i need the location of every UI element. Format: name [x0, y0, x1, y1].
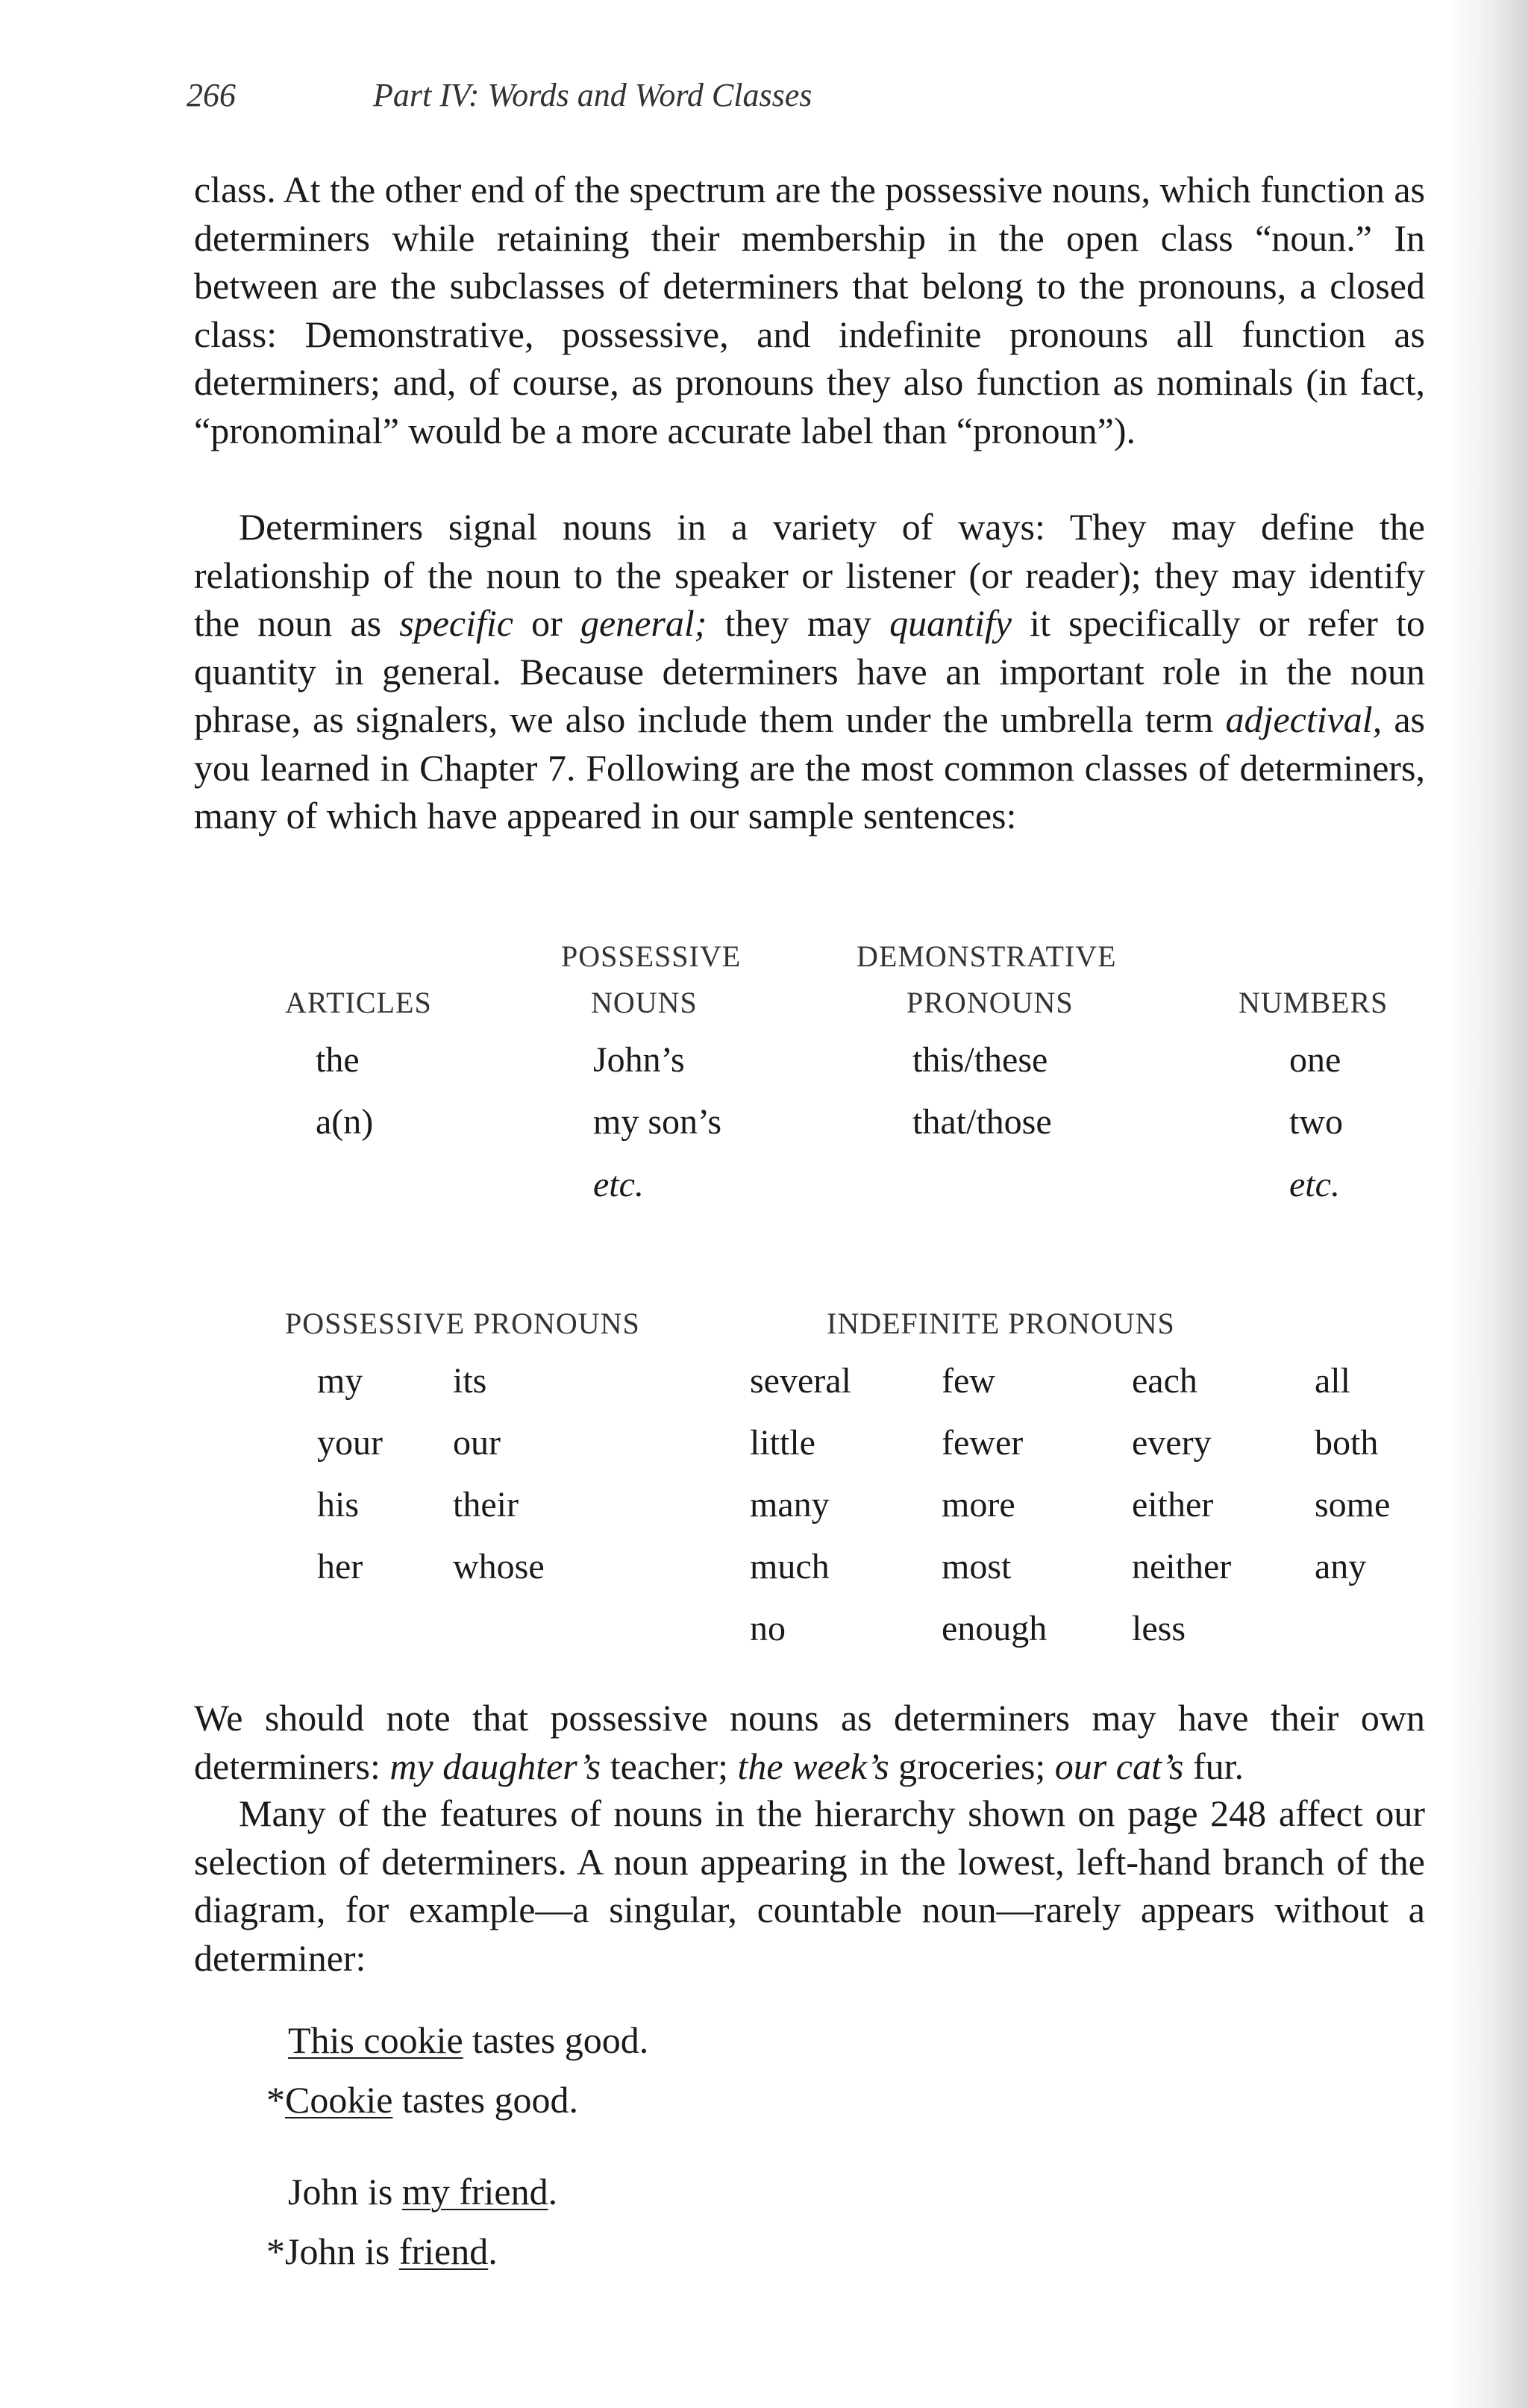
p2-text-b: or [513, 602, 581, 644]
indefinite-pronoun-item: most [942, 1547, 1012, 1586]
example-plain: John is [288, 2171, 402, 2212]
possessive-pronoun-item: its [453, 1361, 487, 1401]
indefinite-pronoun-item: no [750, 1609, 786, 1648]
p3-text-b: teacher; [601, 1745, 738, 1787]
p3-text-d: fur. [1183, 1745, 1244, 1787]
possessive-pronoun-item: our [453, 1423, 501, 1463]
possessive-pronoun-item: whose [453, 1547, 545, 1586]
page-edge-shadow [1446, 0, 1528, 2408]
header-possessive-nouns-1: POSSESSIVE [561, 939, 742, 973]
indefinite-pronoun-item: some [1315, 1485, 1391, 1524]
header-possessive-pronouns: POSSESSIVE PRONOUNS [285, 1307, 640, 1340]
p2-text-d: it specifically or refer to quantity in general. Because determiners have an important role in the noun phrase, as signalers, we also include them under the umbrella term [194, 602, 1426, 740]
p2-text-a: Determiners signal nouns in a variety of ways: They may define the relationship of the noun to the speaker or listener (or reader); they may identify the noun as [194, 506, 1425, 644]
demonstrative-item: this/these [912, 1040, 1048, 1080]
example-rest: . [548, 2171, 558, 2212]
indefinite-pronoun-item: each [1132, 1361, 1197, 1401]
example-our-cats: our cat’s [1054, 1745, 1184, 1787]
indefinite-pronoun-item: fewer [942, 1423, 1024, 1463]
paragraph-1-text: class. At the other end of the spectrum are the possessive nouns, which function as determiners while retaining their membership in the open class “noun.” In between are the subclasses of determiners that belong to the pronouns, a closed class: Demonstrative, possessive, and indefinite pronouns all function as determiners; and, of course, as pronouns they also function as nominals (in fact, “pronominal” would be a more accurate label than “pronoun”). [194, 169, 1425, 451]
paragraph-2-text [194, 503, 1425, 840]
indefinite-pronoun-item: neither [1132, 1547, 1232, 1586]
indefinite-pronoun-item: either [1132, 1485, 1214, 1524]
indefinite-pronoun-item: many [750, 1485, 830, 1524]
number-item: two [1289, 1102, 1343, 1142]
p2-text-e: as you learned in Chapter 7. Following are the most common classes of determiners, many of which have appeared in our sample sentences: [194, 698, 1425, 836]
p3-text-c: groceries; [889, 1745, 1055, 1787]
possessive-noun-item: etc. [593, 1165, 644, 1204]
possessive-pronoun-item: his [317, 1485, 360, 1524]
header-demonstrative-1: DEMONSTRATIVE [857, 939, 1117, 973]
header-demonstrative-2: PRONOUNS [907, 986, 1074, 1019]
number-item: one [1289, 1040, 1341, 1080]
p2-text-c: they may [707, 602, 890, 644]
example-rest: . [488, 2230, 498, 2272]
example-sentence-ungrammatical [266, 2230, 498, 2273]
example-determiner-phrase: friend [398, 2230, 489, 2272]
articles-item: a(n) [316, 1102, 374, 1142]
paragraph-3-text [194, 1694, 1425, 1790]
asterisk-marker: * [266, 2079, 285, 2121]
paragraph-2 [194, 503, 1425, 840]
indefinite-pronoun-item: little [750, 1423, 815, 1463]
paragraph-4 [194, 1789, 1425, 1982]
indefinite-pronoun-item: several [750, 1361, 851, 1401]
term-specific: specific [399, 602, 513, 644]
paragraph-4-text: Many of the features of nouns in the hierarchy shown on page 248 affect our selection of determiners. A noun appearing in the lowest, left-hand branch of the diagram, for example—a singular, countable noun—rarely appears without a determiner: [194, 1792, 1425, 1979]
indefinite-pronoun-item: both [1315, 1423, 1379, 1463]
possessive-pronoun-item: their [453, 1485, 519, 1524]
header-articles: ARTICLES [285, 986, 432, 1019]
example-plain: John is [285, 2230, 399, 2272]
possessive-pronoun-item: her [317, 1547, 363, 1586]
example-sentence [288, 2170, 557, 2213]
example-determiner-phrase: my friend [401, 2171, 548, 2212]
header-possessive-nouns-2: NOUNS [591, 986, 698, 1019]
asterisk-marker: * [266, 2230, 285, 2272]
indefinite-pronoun-item: any [1315, 1547, 1367, 1586]
possessive-pronoun-item: my [317, 1361, 363, 1401]
indefinite-pronoun-item: much [750, 1547, 830, 1586]
articles-item: the [316, 1040, 360, 1080]
possessive-pronoun-item: your [317, 1423, 383, 1463]
paragraph-3 [194, 1694, 1425, 1790]
running-header [187, 76, 812, 114]
indefinite-pronoun-item: less [1132, 1609, 1186, 1648]
indefinite-pronoun-item: more [942, 1485, 1015, 1524]
example-sentence [288, 2018, 648, 2062]
p3-text-a: We should note that possessive nouns as determiners may have their own determiners: [194, 1697, 1425, 1787]
header-numbers: NUMBERS [1239, 986, 1388, 1019]
page-number: 266 [187, 77, 236, 113]
example-rest: tastes good. [463, 2019, 649, 2061]
example-sentence-ungrammatical [266, 2078, 578, 2121]
paragraph-1 [194, 166, 1425, 454]
indefinite-pronoun-item: all [1315, 1361, 1350, 1401]
term-quantify: quantify [889, 602, 1012, 644]
example-determiner-phrase: This cookie [288, 2019, 463, 2061]
term-general: general; [580, 602, 707, 644]
example-rest: tastes good. [392, 2079, 579, 2121]
indefinite-pronoun-item: few [942, 1361, 995, 1401]
number-item: etc. [1289, 1165, 1340, 1204]
running-title: Part IV: Words and Word Classes [373, 77, 812, 113]
example-determiner-phrase: Cookie [285, 2079, 393, 2121]
example-my-daughters: my daughter’s [389, 1745, 601, 1787]
indefinite-pronoun-item: enough [942, 1609, 1048, 1648]
possessive-noun-item: my son’s [593, 1102, 722, 1142]
possessive-noun-item: John’s [593, 1040, 685, 1080]
term-adjectival: adjectival, [1225, 698, 1383, 740]
demonstrative-item: that/those [912, 1102, 1052, 1142]
example-the-weeks: the week’s [737, 1745, 889, 1787]
header-indefinite-pronouns: INDEFINITE PRONOUNS [827, 1307, 1175, 1340]
indefinite-pronoun-item: every [1132, 1423, 1212, 1463]
